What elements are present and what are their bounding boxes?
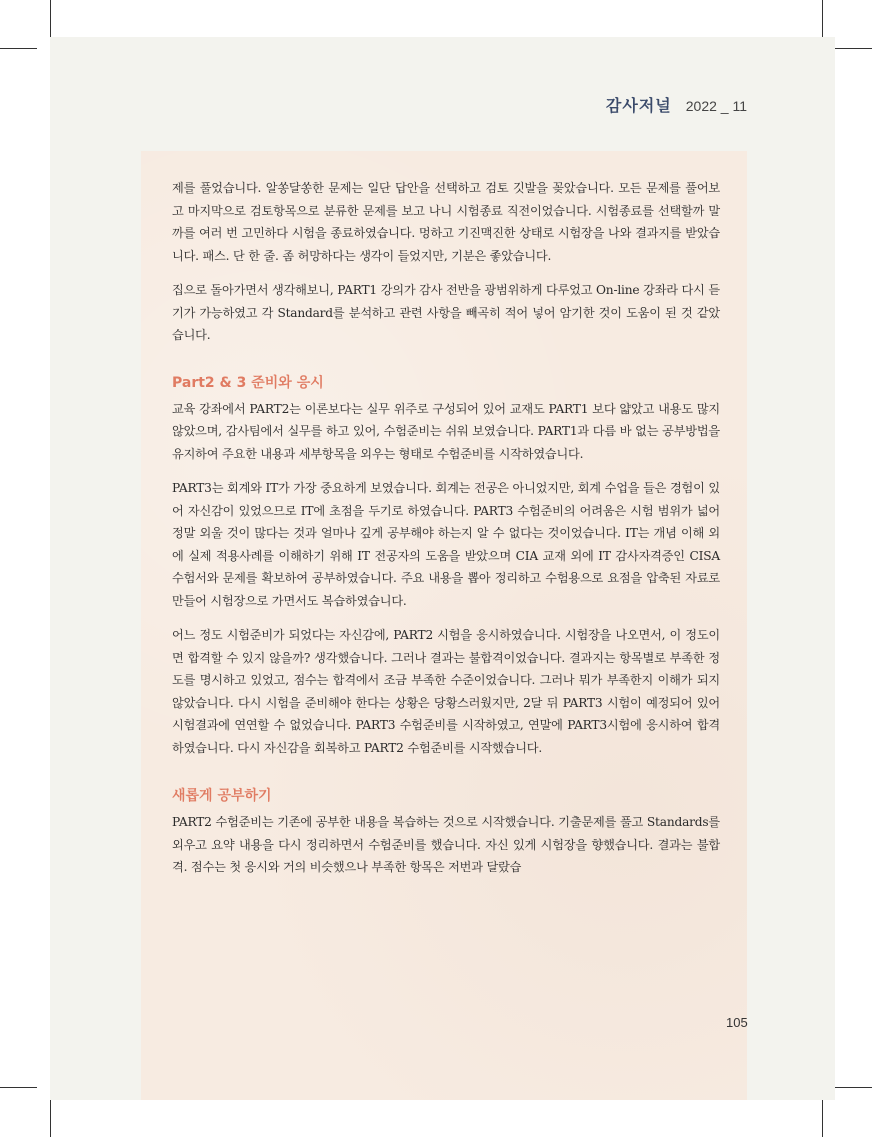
section-heading: Part2 & 3 준비와 응시: [172, 374, 324, 391]
crop-mark: [835, 48, 872, 49]
crop-mark: [50, 1100, 51, 1137]
journal-name: 감사저널: [605, 96, 672, 115]
section-heading: 새롭게 공부하기: [172, 788, 272, 804]
paragraph: 교육 강좌에서 PART2는 이론보다는 실무 위주로 구성되어 있어 교재도 PART1 보다 얇았고 내용도 많지 않았으며, 감사팀에서 실무를 하고 있어, 수험준비는 쉬워 보였습니다. PART1과 다름 바 없는 공부방법을 유지하여 주요한 내용과 세부항목을 외우는 형태로 수험준비를 시작하였습니다.: [172, 401, 720, 461]
crop-mark: [50, 0, 51, 37]
paragraph: PART2 수험준비는 기존에 공부한 내용을 복습하는 것으로 시작했습니다. 기출문제를 풀고 Standards를 외우고 요약 내용을 다시 정리하면서 수험준비를 했습니다. 자신 있게 시험장을 향했습니다. 결과는 불합격. 점수는 첫 응시와 거의 비슷했으나 부족한 항목은 저번과 달랐습: [172, 815, 720, 874]
crop-mark: [0, 1087, 37, 1088]
paragraph: 어느 정도 시험준비가 되었다는 자신감에, PART2 시험을 응시하였습니다. 시험장을 나오면서, 이 정도이면 합격할 수 있지 않을까? 생각했습니다. 그러나 결과는 불합격이었습니다. 결과지는 항목별로 부족한 정도를 명시하고 있었고, 점수는 합격에서 조금 부족한 수준이었습니다. 그러나 뭐가 부족한지 이해가 되지 않았습니다. 다시 시험을 준비해야 한다는 상황은 당황스러웠지만, 2달 뒤 PART3 시험이 예정되어 있어 시험결과에 연연할 수 없었습니다. PART3 수험준비를 시작하였고, 연말에 PART3시험에 응시하여 합격하였습니다. 다시 자신감을 회복하고 PART2 수험준비를 시작했습니다.: [172, 628, 720, 755]
crop-mark: [0, 48, 37, 49]
article-body: [172, 177, 720, 891]
page-number: 105: [726, 1015, 748, 1030]
paragraph: 집으로 돌아가면서 생각해보니, PART1 강의가 감사 전반을 광범위하게 다루었고 On-line 강좌라 다시 듣기가 가능하였고 각 Standard를 분석하고 관련 사항을 빼곡히 적어 넣어 암기한 것이 도움이 된 것 같았습니다.: [172, 283, 720, 342]
issue-number: 2022 _ 11: [685, 98, 747, 114]
crop-mark: [822, 1100, 823, 1137]
paragraph: PART3는 회계와 IT가 가장 중요하게 보였습니다. 회계는 전공은 아니었지만, 회계 수업을 들은 경험이 있어 자신감이 있었으므로 IT에 초점을 두기로 하였습니다. PART3 수험준비의 어려움은 시험 범위가 넓어 정말 외울 것이 많다는 것과 얼마나 깊게 공부해야 하는지 알 수 없다는 것이었습니다. IT는 개념 이해 외에 실제 적용사례를 이해하기 위해 IT 전공자의 도움을 받았으며 CIA 교재 외에 IT 감사자격증인 CISA 수험서와 문제를 확보하여 공부하였습니다. 주요 내용을 뽑아 정리하고 수험용으로 요점을 압축된 자료로 만들어 시험장으로 가면서도 복습하였습니다.: [172, 481, 720, 608]
crop-mark: [822, 0, 823, 37]
paragraph: 제를 풀었습니다. 알쏭달쏭한 문제는 일단 답안을 선택하고 검토 깃발을 꽂았습니다. 모든 문제를 풀어보고 마지막으로 검토항목으로 분류한 문제를 보고 나니 시험종료 직전이었습니다. 시험종료를 선택할까 말까를 여러 번 고민하다 시험을 종료하였습니다. 멍하고 기진맥진한 상태로 시험장을 나와 결과지를 받았습니다. 패스. 단 한 줄. 좀 허망하다는 생각이 들었지만, 기분은 좋았습니다.: [172, 181, 720, 263]
crop-mark: [835, 1087, 872, 1088]
running-header: [606, 93, 747, 116]
